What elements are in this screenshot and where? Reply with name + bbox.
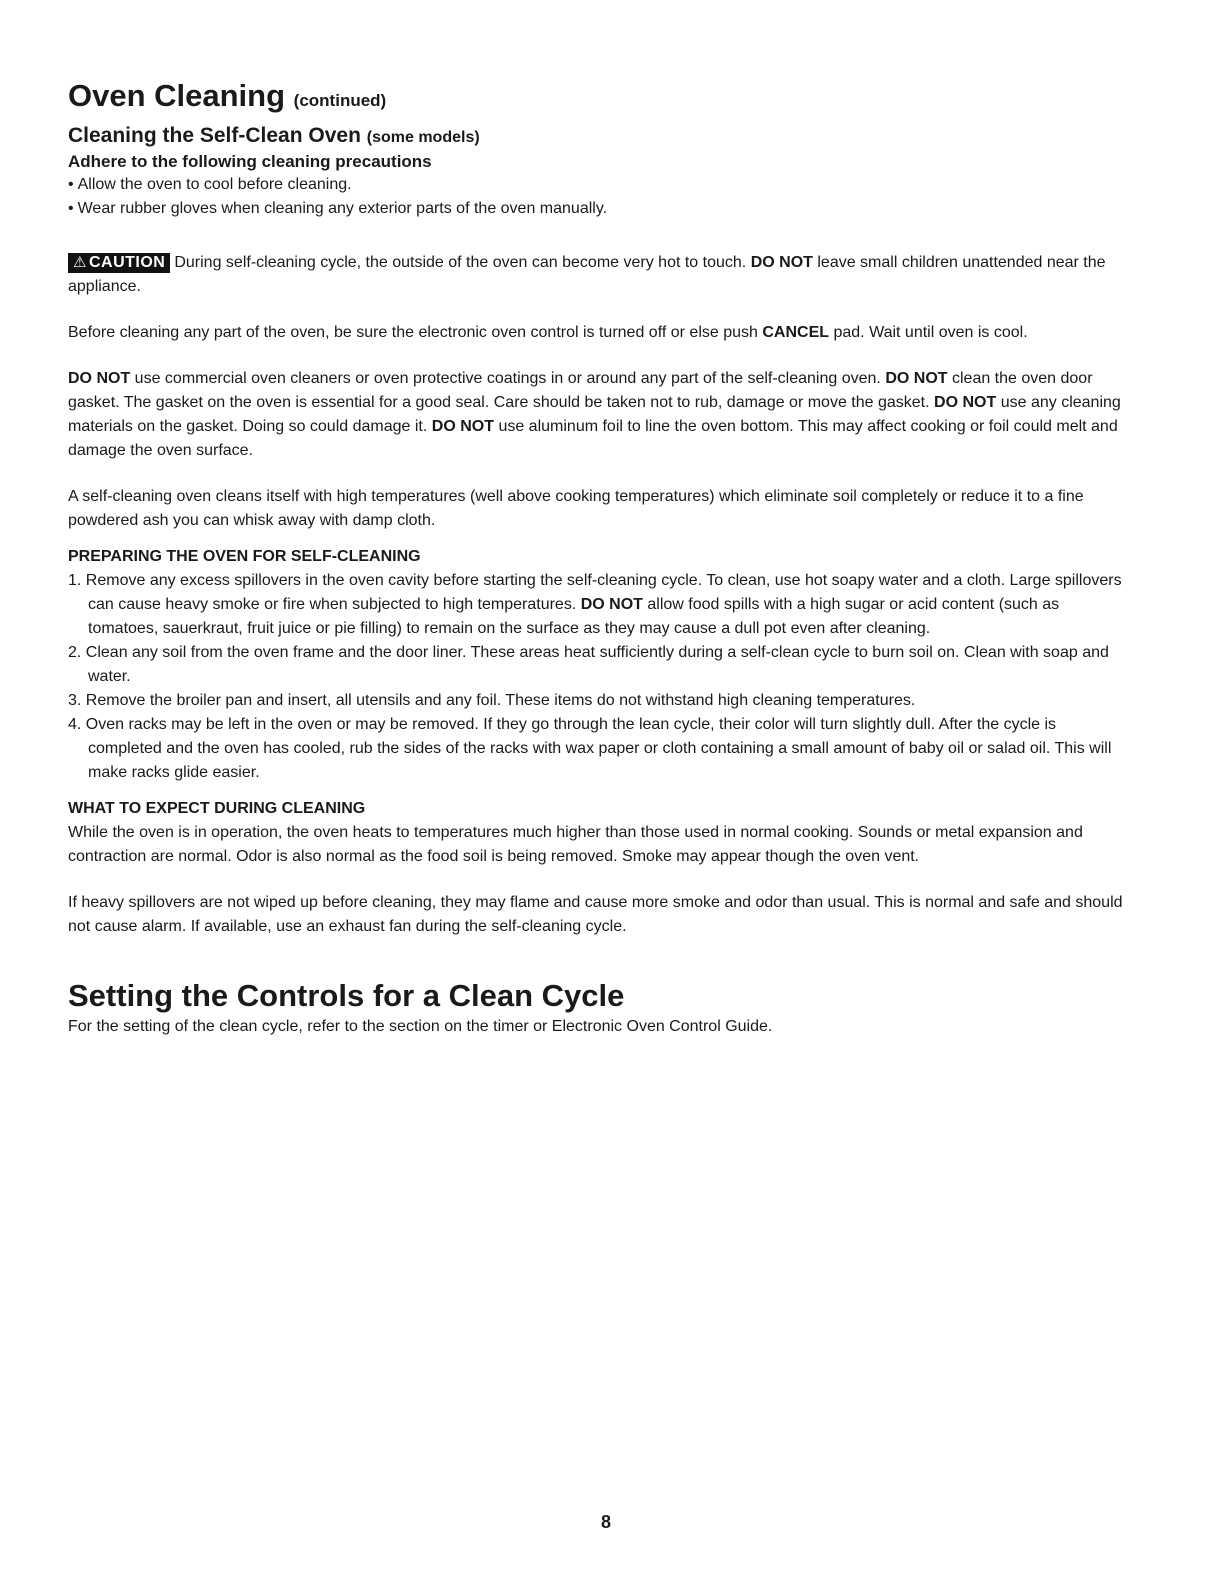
controls-title: Setting the Controls for a Clean Cycle — [68, 978, 625, 1013]
precautions-heading: Adhere to the following cleaning precautions — [68, 152, 432, 171]
list-item: 1. Remove any excess spillovers in the oven cavity before starting the self-cleaning cycle. To clean, use hot soapy water and a cloth. Large spillovers can cause heavy smoke or fire when subjected to high temperatures. DO NOT allow food spills with a high sugar or acid content (such as tomatoes, sauerkraut, fruit juice or pie filling) to remain on the surface as they may cause a dull pot even after cleaning. — [68, 572, 1122, 637]
self-clean-paragraph: A self-cleaning oven cleans itself with high temperatures (well above cooking temperatures) which eliminate soil completely or reduce it to a fine powdered ash you can whisk away with damp cloth. — [68, 488, 1084, 529]
list-item: 4. Oven racks may be left in the oven or may be removed. If they go through the lean cycle, their color will turn slightly dull. After the cycle is completed and the oven has cooled, rub the sides of the racks with wax paper or cloth containing a small amount of baby oil or salad oil. This will make racks glide easier. — [68, 716, 1112, 781]
expect-heading: WHAT TO EXPECT DURING CLEANING — [68, 800, 366, 817]
list-item: • Wear rubber gloves when cleaning any exterior parts of the oven manually. — [68, 197, 1132, 221]
caution-badge: ⚠ CAUTION — [68, 253, 170, 273]
page-title — [68, 78, 1132, 119]
do-not-paragraph: DO NOT use commercial oven cleaners or oven protective coatings in or around any part of the self-cleaning oven. DO NOT clean the oven door gasket. The gasket on the oven is essential for a good seal. Care should be taken not to rub, damage or move the gasket. DO NOT use any cleaning materials on the gasket. Doing so could damage it. DO NOT use aluminum foil to line the oven bottom. This may affect cooking or foil could melt and damage the oven surface. — [68, 370, 1121, 459]
warning-icon: ⚠ — [73, 254, 87, 271]
subtitle-text: Cleaning the Self-Clean Oven — [68, 124, 361, 147]
precautions-list — [68, 173, 1132, 221]
preparing-steps — [68, 569, 1132, 785]
cancel-paragraph: Before cleaning any part of the oven, be sure the electronic oven control is turned off or else push CANCEL pad. Wait until oven is cool. — [68, 324, 1028, 341]
list-item: 3. Remove the broiler pan and insert, all utensils and any foil. These items do not withstand high cleaning temperatures. — [68, 692, 916, 709]
caution-paragraph: ⚠ CAUTION During self-cleaning cycle, the outside of the oven can become very hot to touch. DO NOT leave small children unattended near the appliance. — [68, 254, 1106, 295]
section-title — [68, 123, 1132, 151]
preparing-heading: PREPARING THE OVEN FOR SELF-CLEANING — [68, 548, 421, 565]
subtitle-suffix: (some models) — [366, 129, 480, 146]
expect-paragraph: While the oven is in operation, the oven heats to temperatures much higher than those used in normal cooking. Sounds or metal expansion and contraction are normal. Odor is also normal as the food soil is being removed. Smoke may appear though the oven vent. — [68, 824, 1083, 865]
controls-paragraph: For the setting of the clean cycle, refer to the section on the timer or Electronic Oven Control Guide. — [68, 1018, 773, 1035]
spillover-paragraph: If heavy spillovers are not wiped up before cleaning, they may flame and cause more smoke and odor than usual. This is normal and safe and should not cause alarm. If available, use an exhaust fan during the self-cleaning cycle. — [68, 894, 1123, 935]
title-text: Oven Cleaning — [68, 78, 286, 113]
page-number: 8 — [600, 1512, 611, 1532]
list-item: • Allow the oven to cool before cleaning. — [68, 173, 1132, 197]
document-page — [68, 78, 1132, 1039]
list-item: 2. Clean any soil from the oven frame and the door liner. These areas heat sufficiently during a self-clean cycle to burn soil on. Clean with soap and water. — [68, 644, 1109, 685]
title-suffix: (continued) — [293, 91, 387, 110]
